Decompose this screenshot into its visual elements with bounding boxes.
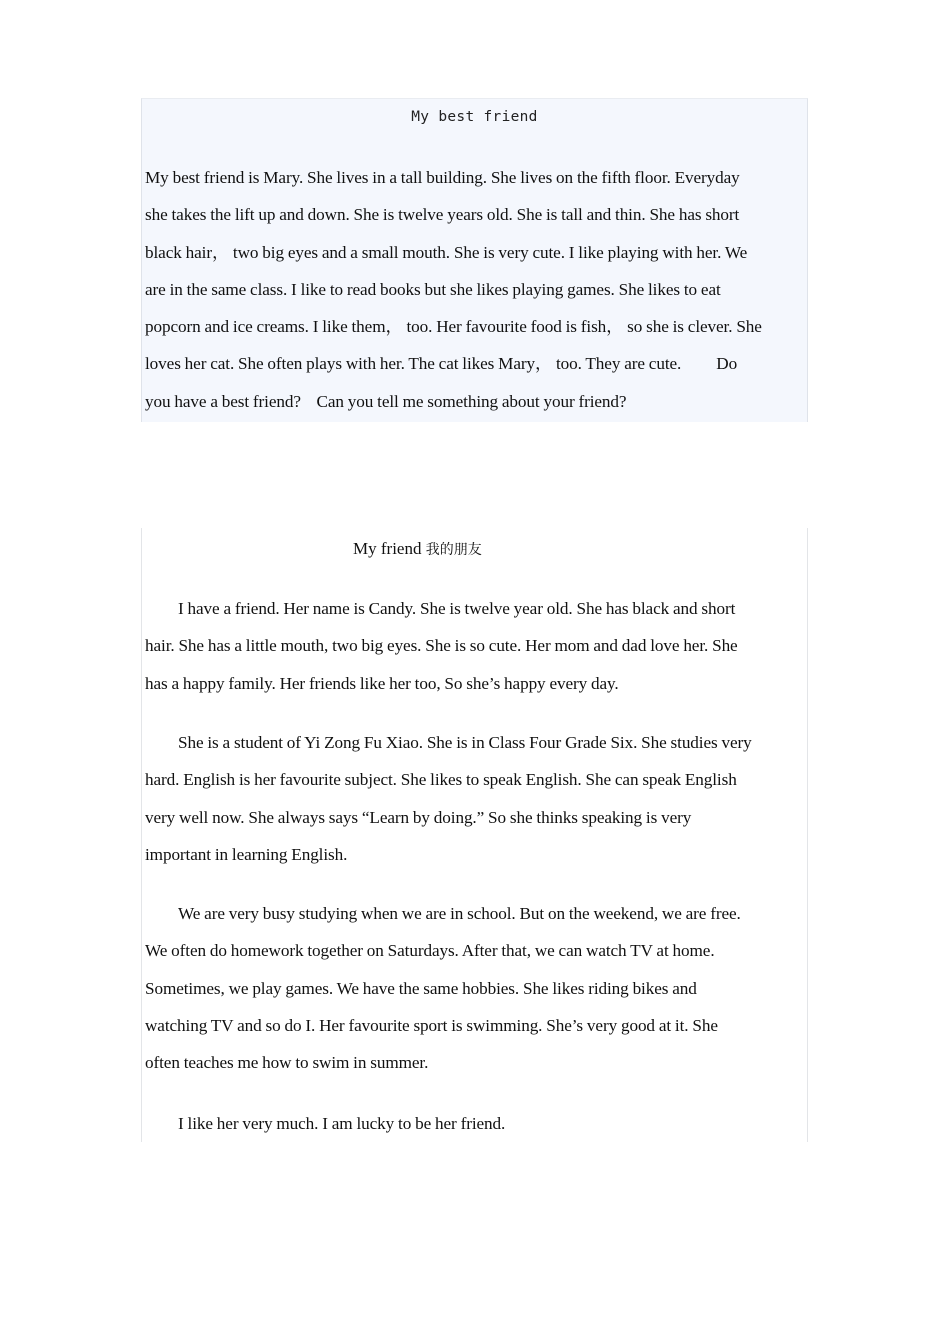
- text-line: hard. English is her favourite subject. She likes to speak English. She can speak English: [145, 770, 737, 790]
- text-line: very well now. She always says “Learn by doing.” So she thinks speaking is very: [145, 807, 692, 827]
- essay-my-best-friend: [141, 98, 808, 422]
- text-line: black hair， two big eyes and a small mouth. She is very cute. I like playing with her. We: [145, 242, 748, 262]
- text-line: We are very busy studying when we are in school. But on the weekend, we are free.: [178, 904, 741, 923]
- text-line: you have a best friend? Can you tell me something about your friend?: [145, 391, 627, 411]
- essay-title-english: My friend: [353, 539, 426, 558]
- text-line: she takes the lift up and down. She is twelve years old. She is tall and thin. She has short: [145, 205, 740, 225]
- text-line: I have a friend. Her name is Candy. She is twelve year old. She has black and short: [178, 599, 736, 618]
- essay-title: [353, 539, 482, 559]
- text-line: Sometimes, we play games. We have the same hobbies. She likes riding bikes and: [145, 978, 697, 998]
- text-line: I like her very much. I am lucky to be her friend.: [178, 1114, 506, 1133]
- essay-title: My best friend: [411, 109, 538, 125]
- text-line: often teaches me how to swim in summer.: [145, 1053, 429, 1073]
- text-line: We often do homework together on Saturdays. After that, we can watch TV at home.: [145, 941, 715, 961]
- text-line: My best friend is Mary. She lives in a tall building. She lives on the fifth floor. Everyday: [145, 168, 740, 187]
- essay-paragraph-2: [145, 724, 811, 873]
- essay-my-friend: [141, 528, 808, 1142]
- text-line: are in the same class. I like to read books but she likes playing games. She likes to eat: [145, 279, 721, 299]
- essay-paragraph: [145, 159, 811, 420]
- essay-paragraph-4: [145, 1105, 811, 1142]
- text-line: watching TV and so do I. Her favourite sport is swimming. She’s very good at it. She: [145, 1015, 718, 1035]
- text-line: popcorn and ice creams. I like them， too. Her favourite food is fish， so she is clever. She: [145, 317, 762, 337]
- text-line: She is a student of Yi Zong Fu Xiao. She is in Class Four Grade Six. She studies very: [178, 733, 752, 752]
- essay-paragraph-1: [145, 590, 811, 702]
- text-line: loves her cat. She often plays with her. The cat likes Mary， too. They are cute. Do: [145, 354, 738, 374]
- essay-paragraph-3: [145, 895, 811, 1081]
- essay-title-chinese: 我的朋友: [425, 542, 482, 558]
- text-line: hair. She has a little mouth, two big eyes. She is so cute. Her mom and dad love her. She: [145, 636, 738, 656]
- text-line: important in learning English.: [145, 844, 348, 864]
- text-line: has a happy family. Her friends like her too, So she’s happy every day.: [145, 673, 619, 693]
